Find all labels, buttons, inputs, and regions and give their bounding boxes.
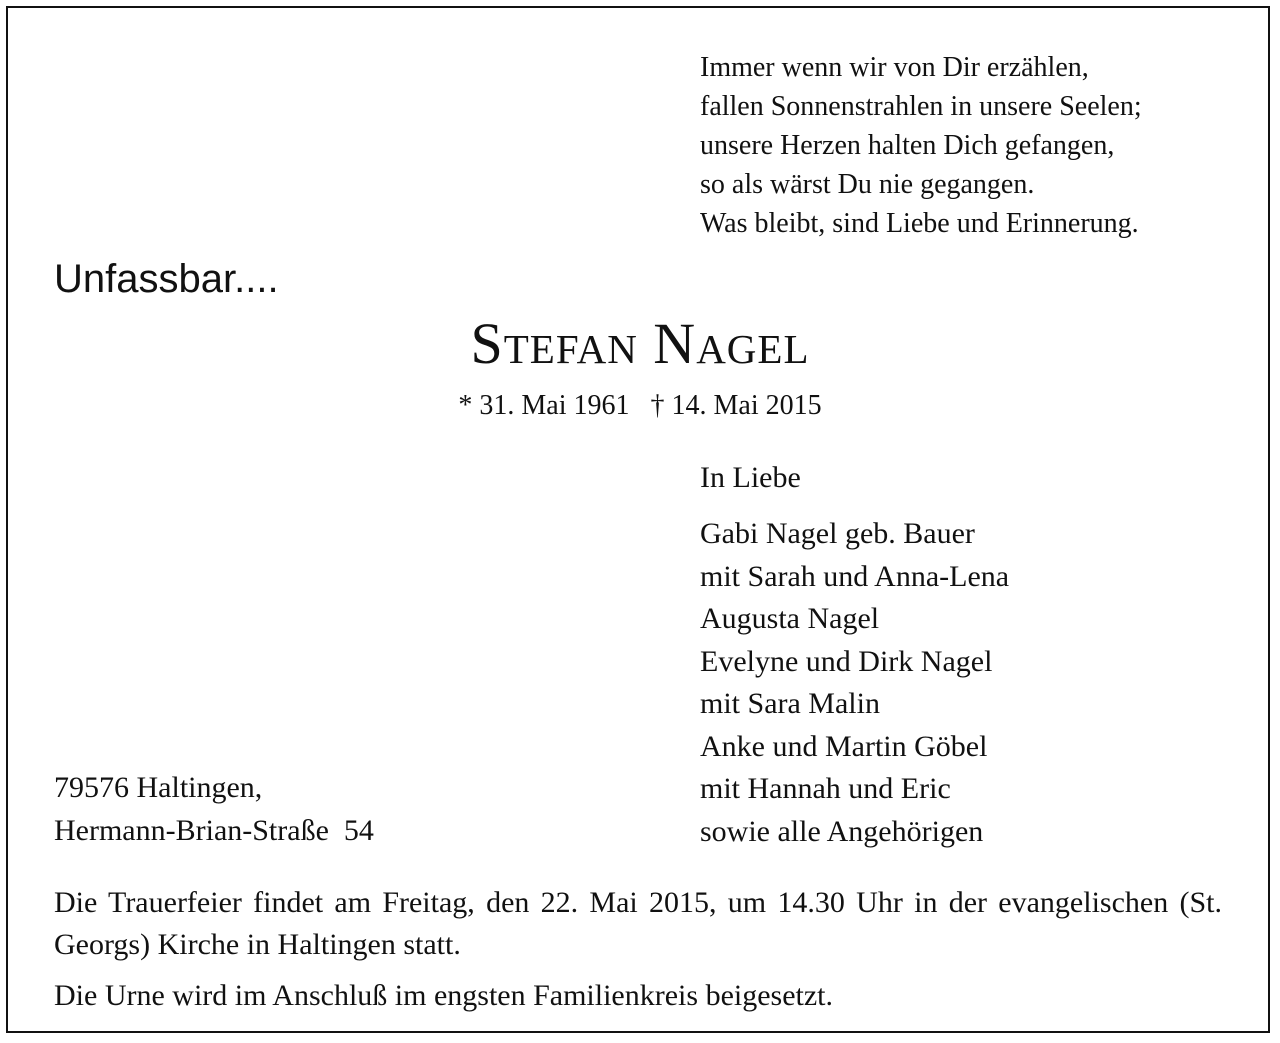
mourner-line: sowie alle Angehörigen xyxy=(700,814,984,848)
mourner-line: Augusta Nagel xyxy=(700,602,880,635)
poem-line: unsere Herzen halten Dich gefangen, xyxy=(700,130,1115,161)
mourners-intro: In Liebe xyxy=(700,461,801,494)
mourner-line: Evelyne und Dirk Nagel xyxy=(700,644,993,678)
mourner-line: mit Sarah und Anna-Lena xyxy=(700,559,1010,593)
headline: Unfassbar.... xyxy=(54,257,279,301)
mourners-list xyxy=(700,513,1009,853)
poem-line: so als wärst Du nie gegangen. xyxy=(700,169,1035,200)
poem-line: Immer wenn wir von Dir erzählen, xyxy=(700,52,1089,83)
poem xyxy=(700,48,1260,243)
address-line-1: 79576 Haltingen, xyxy=(54,771,263,804)
poem-line: fallen Sonnenstrahlen in unsere Seelen; xyxy=(700,91,1142,122)
life-dates: * 31. Mai 1961 † 14. Mai 2015 xyxy=(458,390,822,421)
burial-notice: Die Urne wird im Anschluß im engsten Familienkreis beigesetzt. xyxy=(54,979,834,1012)
mourner-line: Anke und Martin Göbel xyxy=(700,729,988,763)
address xyxy=(54,767,374,852)
mourner-line: mit Hannah und Eric xyxy=(700,772,951,805)
address-line-2: Hermann-Brian-Straße 54 xyxy=(54,813,374,847)
mourner-line: Gabi Nagel geb. Bauer xyxy=(700,517,975,550)
mourner-line: mit Sara Malin xyxy=(700,687,880,720)
poem-line: Was bleibt, sind Liebe und Erinnerung. xyxy=(700,208,1139,239)
service-notice: Die Trauerfeier findet am Freitag, den 22. Mai 2015, um 14.30 Uhr in der evangelischen (St. Georgs) Kirche in Haltingen statt. xyxy=(54,886,1222,961)
deceased-name: Stefan Nagel xyxy=(470,311,810,376)
